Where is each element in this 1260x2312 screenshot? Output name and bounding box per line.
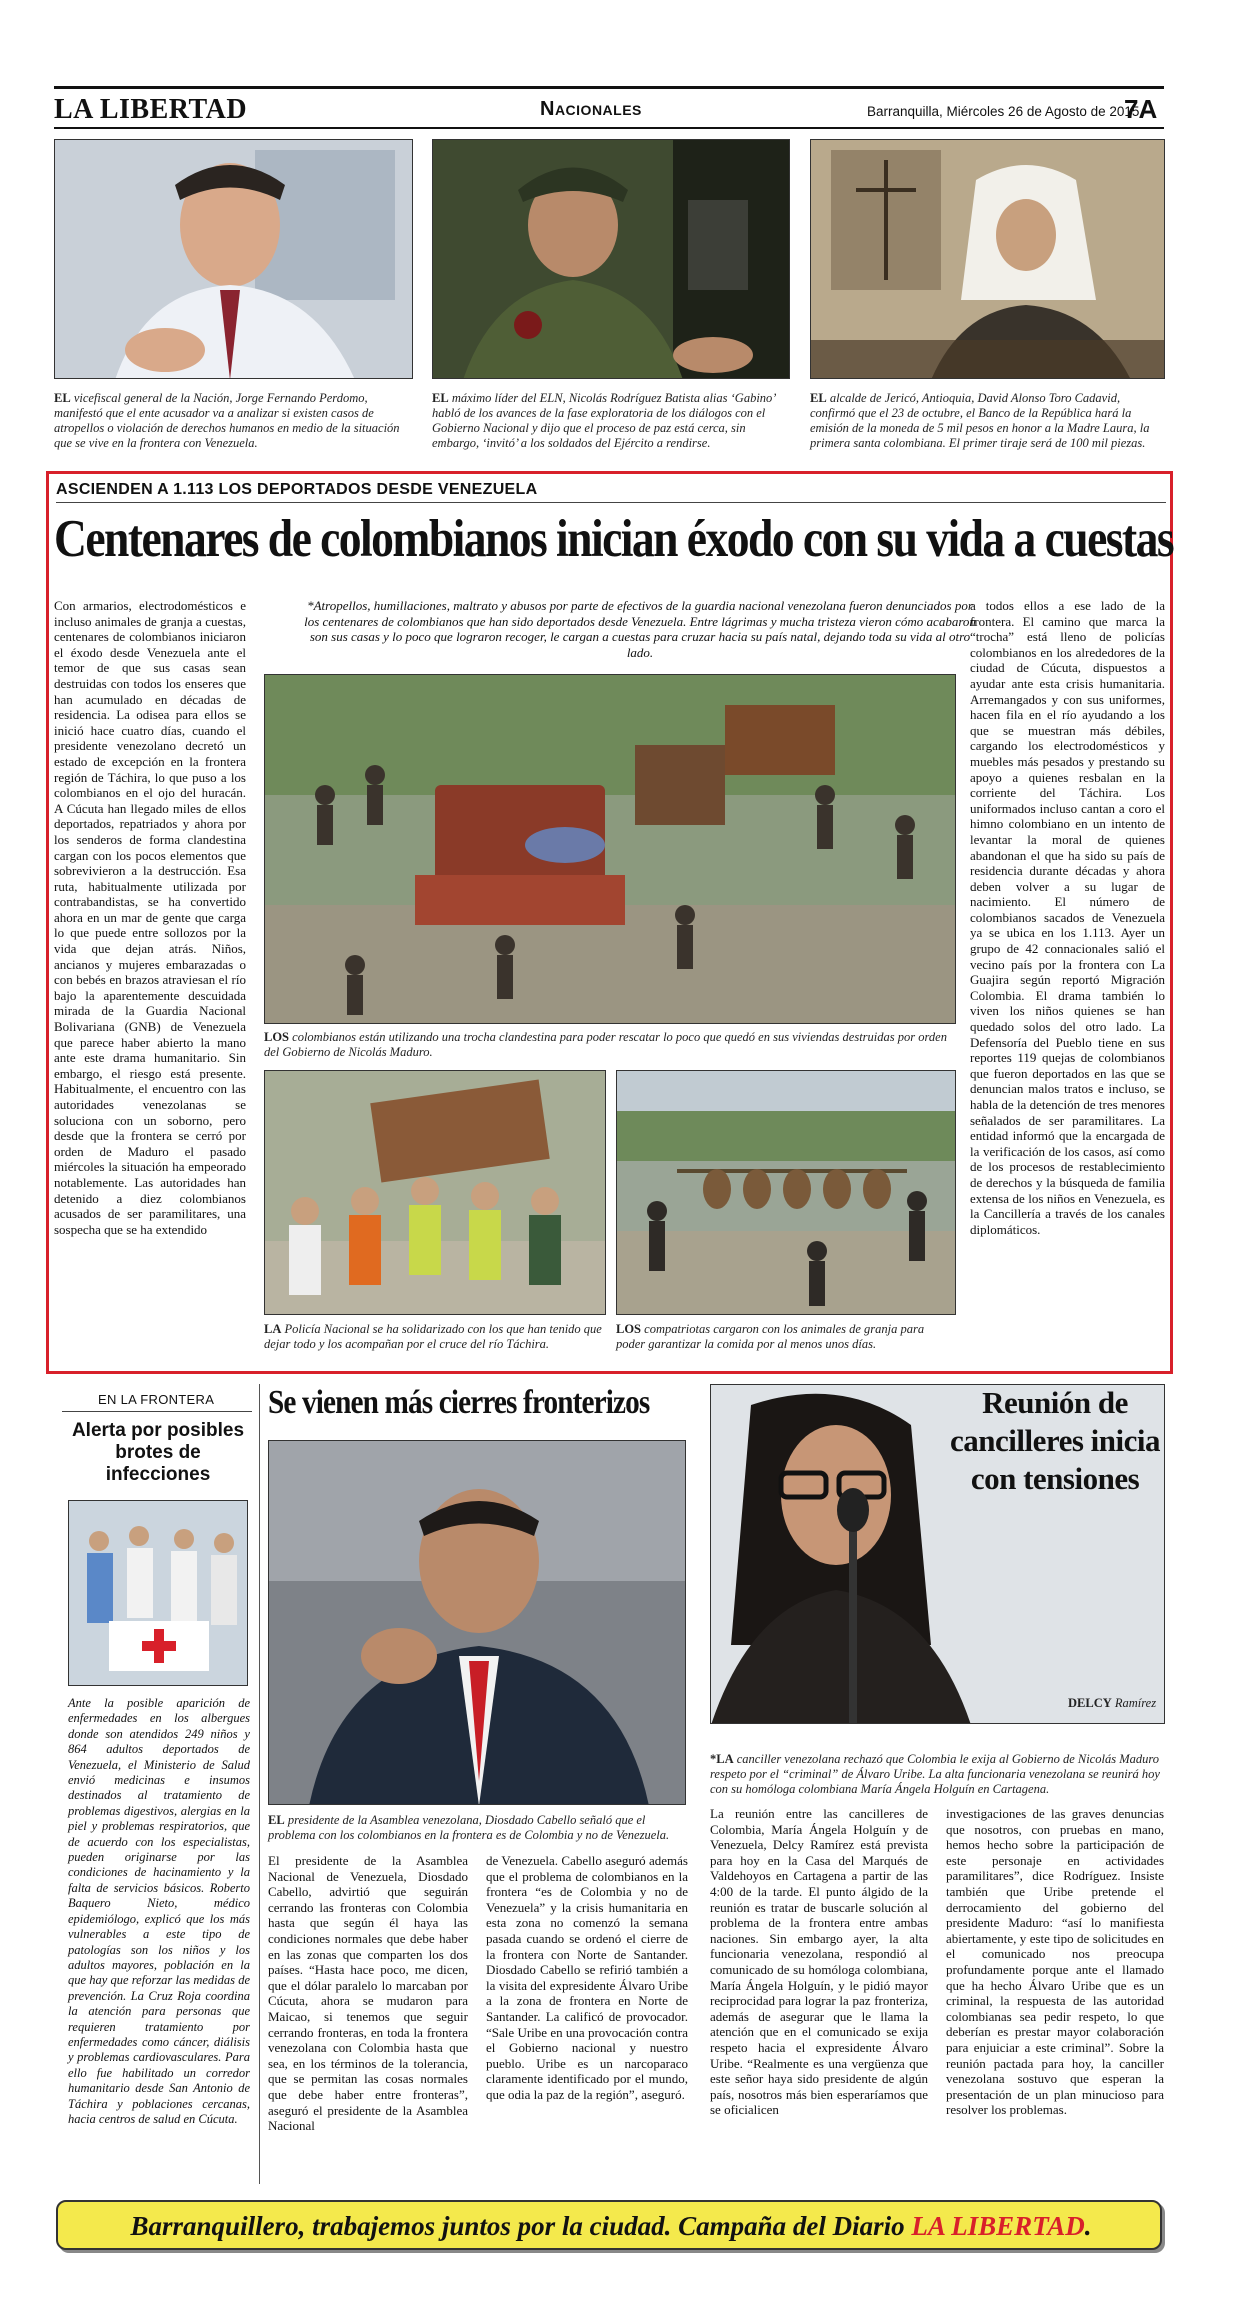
- photo-cruz-roja-illustration: [69, 1501, 248, 1686]
- sidebar-body: Ante la posible aparición de enfermedades en los albergues donde son atendidos 249 niños y 864 adultos deportados de Venezuela, el Ministerio de Salud envió medicinas e insumos destinados al tratamiento de problemas digestivos, alergias en la piel y problemas respiratorios, que de acuerdo con los especialistas, pueden originarse por las condiciones de hacinamiento y la falta de servicios básicos. Roberto Baquero Nieto, médico epidemiólogo, explicó que los más vulnerables a este tipo de patologías son los niños y los adultos mayores, población en la que hay que reforzar las medidas de prevención. La Cruz Roja coordina la atención para personas que requieren tratamiento por enfermedades como cáncer, diálisis y problemas cardiovasculares. Para ello fue habilitado un corredor humanitario desde San Antonio de Táchira y poblaciones cercanas, hacia centros de salud en Cúcuta.: [68, 1696, 250, 2126]
- photo-eln-illustration: [433, 140, 790, 379]
- cancilleres-headline: Reunión de cancilleres inicia con tensiones: [950, 1385, 1160, 1496]
- caption-text: Policía Nacional se ha solidarizado con los que han tenido que dejar todo y los acompañan por el cruce del río Táchira.: [264, 1322, 602, 1351]
- caption-madre-laura: [810, 391, 1165, 451]
- main-story-right-column: [970, 598, 1165, 1237]
- sidebar-kicker-rule: [62, 1411, 252, 1412]
- photo-credit-name: DELCY: [1068, 1696, 1112, 1710]
- caption-lead: LA: [264, 1322, 282, 1336]
- masthead-date: Barranquilla, Miércoles 26 de Agosto de 2015: [867, 104, 1140, 119]
- campaign-banner-text: [58, 2211, 1164, 2242]
- caption-eln: [432, 391, 790, 451]
- caption-animales: [616, 1322, 956, 1352]
- masthead-page-number: 7A: [1124, 94, 1158, 124]
- caption-text: canciller venezolana rechazó que Colombia le exija al Gobierno de Nicolás Maduro respeto por el “criminal” de Álvaro Uribe. La alta funcionaria venezolana se reunirá hoy con su homóloga colombiana María Ángela Holguín en Cartagena.: [710, 1752, 1160, 1796]
- caption-lead: EL: [432, 391, 449, 405]
- caption-lead: *LA: [710, 1752, 734, 1766]
- banner-end: .: [1084, 2211, 1092, 2241]
- kicker-rule: [56, 502, 1166, 503]
- photo-cruz-roja: [68, 1500, 248, 1686]
- masthead-brand: LA LIBERTAD: [54, 94, 248, 125]
- caption-text: colombianos están utilizando una trocha clandestina para poder rescatar lo poco que quedó en sus viviendas destruidas por orden del Gobierno de Nicolás Maduro.: [264, 1030, 947, 1059]
- caption-cabello: [268, 1813, 688, 1843]
- caption-text: máximo líder del ELN, Nicolás Rodríguez Batista alias ‘Gabino’ habló de los avances de la fase exploratoria de los diálogos con el Gobierno Nacional y dijo que el proceso de paz está cerca, sin embargo, ‘invitó’ a los soldados del Ejército a rendirse.: [432, 391, 776, 450]
- cancilleres-col-1-text: La reunión entre las cancilleres de Colombia, María Ángela Holguín y de Venezuela, Delcy Ramírez está prevista para hoy en la Casa del Marqués de Valdehoyos en Cartagena a partir de las 4:00 de la tarde. El punto álgido de la reunión es tratar de buscarle solución al problema de la frontera entre ambas naciones. Sin embargo ayer, la alta funcionaria venezolana, respondió al comunicado de su homóloga colombiana, María Ángela Holguín, y le pidió mayor reciprocidad para lograr la paz fronteriza, además de asegurar que le llama la atención que en el comunicado se exija respeto hacia el expresidente Álvaro Uribe. “Realmente es una vergüenza que este señor haya sido presidente de algún país, nosotros más bien esperaríamos que se oficialicen: [710, 1806, 928, 2118]
- caption-text: vicefiscal general de la Nación, Jorge Fernando Perdomo, manifestó que el ente acusador va a analizar si existen casos de atropellos o violación de derechos humanos en medio de la situación que se vive en la frontera con Venezuela.: [54, 391, 400, 450]
- photo-trocha-illustration: [265, 675, 956, 1024]
- photo-vicefiscal: [54, 139, 413, 379]
- main-story-left-column: [54, 598, 246, 1237]
- masthead-bottom-rule: [54, 127, 1164, 129]
- right-column-text: a todos ellos a ese lado de la frontera. El camino que marca la “trocha” está lleno de policías colombianos en los alrededores de la ciudad de Cúcuta, dispuestos a ayudar ante esta crisis humanitaria. Arremangados y con sus uniformes, hacen fila en el río ayudando a los que se muestran más débiles, cargando los electrodomésticos y muebles más pesados y prestando su apoyo a quienes resbalan en la corriente del Táchira. Los uniformados incluso cantan a coro el himno colombiano en un intento de levantar la moral de quienes abandonan el que ha sido su país de residencia durante décadas y ahora deben volver a su lugar de nacimiento. El número de colombianos sacados de Venezuela ya se ubica en los 1.113. Ayer un grupo de 42 connacionales salió el vecino país por la frontera con La Guajira según reportó Migración Colombia. El drama también lo viven los niños quienes se han quedado solos del otro lado. La Defensoría del Pueblo tiene en sus reportes 119 quejas de colombianos que fueron deportados en las que se denuncian malos tratos e incluso, se habla de la detención de tres menores señalados de ser paramilitares. La entidad informó que la encargada de la verificación de los casos, así como de los procesos de restablecimiento de derechos y la búsqueda de familia extensa de los niños en Venezuela, es la Cancillería a través de los canales diplomáticos.: [970, 598, 1165, 1237]
- main-story-deck: *Atropellos, humillaciones, maltrato y abusos por parte de efectivos de la guardia nacional venezolana fueron denunciados por los centenares de colombianos que han sido deportados desde Venezuela. Entre lágrimas y mucha tristeza vieron cómo acabaron son sus casas y lo poco que lograron recoger, le cargan a cuestas para cruzar hacia su país natal, dejando toda su vida al otro lado.: [304, 598, 976, 660]
- cancilleres-col-2-text: investigaciones de las graves denuncias que nosotros, con pruebas en mano, hemos hecho sobre la participación de este personaje en actividades paramilitares”, dice Rodríguez. Insiste también que Uribe pretende el derrocamiento del gobierno del presidente Maduro: “así lo manifiesta abiertamente, y este tipo de solicitudes en el comunicado nos preocupa profundamente porque ante el llamado que ha hecho Álvaro Uribe que es un criminal, la respuesta de las autoridad colombianas sea pedir respeto, lo que deberían es prestar mayor colaboración para enjuiciar a este criminal”. Sobre la reunión pactada para hoy, la canciller venezolana sostuvo que esperan la presentación de un plan minucioso para resolver los problemas.: [946, 1806, 1164, 2118]
- photo-trocha-main: [264, 674, 956, 1024]
- photo-eln-leader: [432, 139, 790, 379]
- sidebar-kicker: EN LA FRONTERA: [98, 1392, 215, 1407]
- sidebar-headline: Alerta por posibles brotes de infecciones: [71, 1420, 245, 1485]
- photo-credit: [1068, 1696, 1156, 1711]
- caption-lead: EL: [54, 391, 71, 405]
- cierres-headline: Se vienen más cierres fronterizos: [268, 1384, 650, 1421]
- banner-message: Barranquillero, trabajemos juntos por la ciudad. Campaña del Diario: [130, 2211, 912, 2241]
- cancilleres-col-1: [710, 1806, 928, 2118]
- photo-cabello: [268, 1440, 686, 1805]
- cierres-col-1-text: El presidente de la Asamblea Nacional de Venezuela, Diosdado Cabello, advirtió que seguirán cerrando las fronteras con Colombia hasta que según él haya las condiciones normales que debe haber en las zonas que comparten los dos países. “Hasta hace poco, me dicen, que el dólar paralelo lo marcaban por Cúcuta, ahora se mudaron para Maicao, si tenemos que seguir cerrando fronteras, en toda la frontera venezolana con Colombia hasta que sea, en los términos de la tolerancia, que se permitan las cosas normales que debe haber entre fronteras”, aseguró el presidente de la Asamblea Nacional: [268, 1853, 468, 2134]
- caption-policia: [264, 1322, 606, 1352]
- photo-credit-rest: Ramírez: [1111, 1696, 1157, 1710]
- main-story-kicker: ASCIENDEN A 1.113 LOS DEPORTADOS DESDE VENEZUELA: [56, 481, 538, 498]
- caption-delcy: [710, 1752, 1165, 1797]
- photo-madre-laura: [810, 139, 1165, 379]
- left-column-text: Con armarios, electrodomésticos e incluso animales de granja a cuestas, centenares de colombianos iniciaron el éxodo desde Venezuela ante el temor de que sus casas sean destruidas con todos los enseres que han acumulado en décadas de residencia. La odisea para ellos se inició hace cuatro días, cuando el presidente venezolano decretó un estado de excepción en la frontera región de Táchira, lo que puso a los colombianos en el ojo del huracán. A Cúcuta han llegado miles de ellos deportados, repatriados y ahora por los senderos de forma clandestina cargan con los pocos elementos que sobrevivieron a la destrucción. Esa ruta, habitualmente utilizada por contrabandistas, se ha convertido ahora en un mar de gente que carga lo que puede entre sollozos por la vida que dejan atrás. Niños, ancianos y mujeres embarazadas o con bebés en brazos atraviesan el río bajo la aparentemente descuidada mirada de la Guardia Nacional Bolivariana (GNB) de Venezuela que parece haber abierto la mano ante este drama humanitario. Sin embargo, el riesgo está presente. Habitualmente, el encuentro con las autoridades venezolanas se soluciona con un soborno, pero desde que la frontera se cerró por orden de Maduro el pasado miércoles la situación ha empeorado notablemente. Las autoridades han detenido a diez colombianos acusados de ser paramilitares, una sospecha que se ha extendido: [54, 598, 246, 1237]
- photo-madre-laura-illustration: [811, 140, 1165, 379]
- caption-text: compatriotas cargaron con los animales de granja para poder garantizar la comida por al menos unos días.: [616, 1322, 925, 1351]
- caption-lead: LOS: [616, 1322, 642, 1336]
- campaign-banner: [56, 2200, 1162, 2250]
- cancilleres-col-2: [946, 1806, 1164, 2118]
- caption-lead: LOS: [264, 1030, 290, 1044]
- masthead-top-rule: [54, 86, 1164, 89]
- cierres-col-1: [268, 1853, 468, 2134]
- banner-brand: LA LIBERTAD: [911, 2211, 1085, 2241]
- caption-text: alcalde de Jericó, Antioquia, David Alonso Toro Cadavid, confirmó que el 23 de octubre, el Banco de la República hará la emisión de la moneda de 5 mil pesos en honor a la Madre Laura, la primera santa colombiana. El primer tiraje será de 100 mil piezas.: [810, 391, 1150, 450]
- caption-trocha: [264, 1030, 956, 1060]
- cierres-col-2-text: de Venezuela. Cabello aseguró además que el problema de colombianos en la frontera “es de Colombia y no de Venezuela” y la crisis humanitaria en esta zona no comenzó la semana pasada cuando se ordenó el cierre de la frontera con Norte de Santander. Diosdado Cabello se refirió también a la visita del expresidente Álvaro Uribe a la zona de frontera en Norte de Santander. La calificó de provocador. “Sale Uribe en una provocación contra el Gobierno nacional y nuestro pueblo. Uribe es un narcoparaco claramente identificado por el mundo, que odia la paz de la región”, aseguró.: [486, 1853, 688, 2102]
- photo-cabello-illustration: [269, 1441, 686, 1805]
- masthead-section: Nacionales: [540, 98, 642, 120]
- photo-vicefiscal-illustration: [55, 140, 413, 379]
- photo-animales-illustration: [617, 1071, 956, 1315]
- caption-text: presidente de la Asamblea venezolana, Diosdado Cabello señaló que el problema con los colombianos en la frontera es de Colombia y no de Venezuela.: [268, 1813, 670, 1842]
- cierres-col-2: [486, 1853, 688, 2103]
- photo-policia-illustration: [265, 1071, 606, 1315]
- caption-lead: EL: [268, 1813, 285, 1827]
- caption-vicefiscal: [54, 391, 413, 451]
- main-story-headline: Centenares de colombianos inician éxodo con su vida a cuestas: [54, 510, 1174, 568]
- photo-animales: [616, 1070, 956, 1315]
- caption-lead: EL: [810, 391, 827, 405]
- photo-policia: [264, 1070, 606, 1315]
